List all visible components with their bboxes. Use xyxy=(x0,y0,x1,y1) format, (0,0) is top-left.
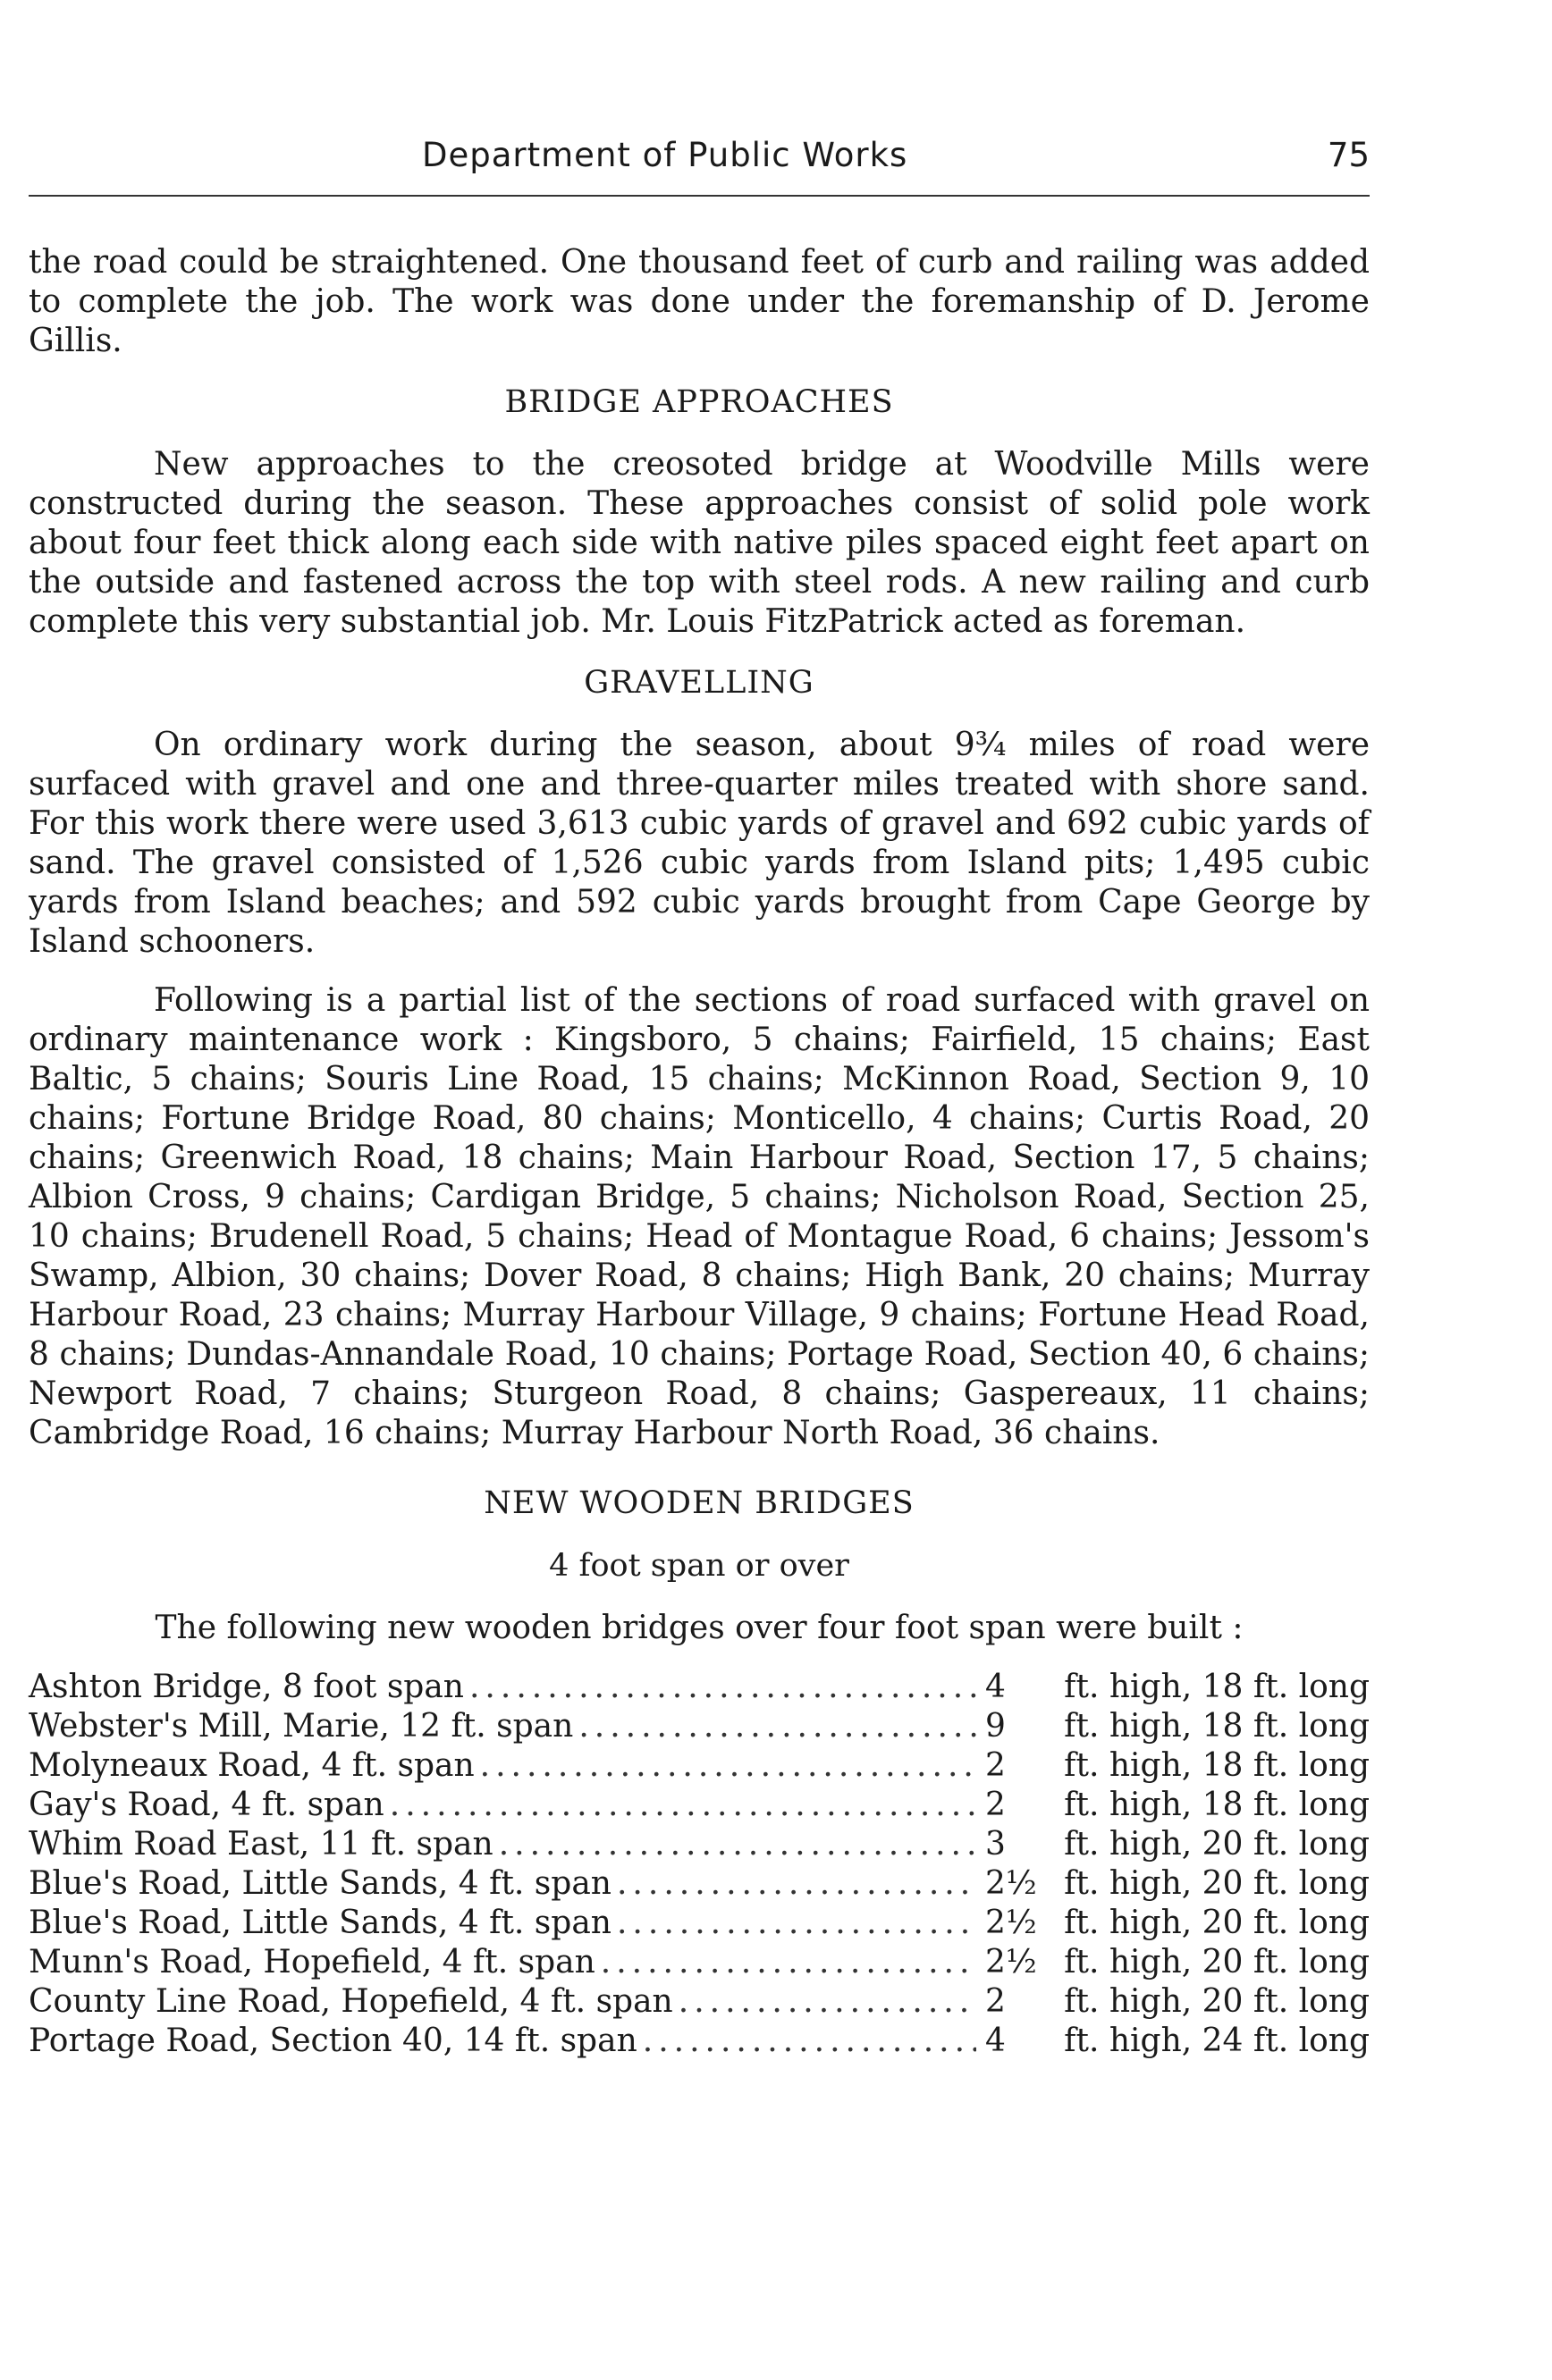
subheading-span: 4 foot span or over xyxy=(549,1548,849,1584)
bridge-height: 9 xyxy=(985,1708,1006,1745)
list-item xyxy=(29,1864,1370,1904)
bridge-height: 2½ xyxy=(985,1905,1037,1941)
bridge-dimensions: ft. high, 20 ft. long xyxy=(1064,1944,1370,1981)
heading-bridge-approaches: BRIDGE APPROACHES xyxy=(504,384,894,420)
bridge-dimensions: ft. high, 18 ft. long xyxy=(1064,1747,1370,1784)
bridge-name: Portage Road, Section 40, 14 ft. span xyxy=(29,2023,637,2059)
bridge-list xyxy=(29,1668,1370,2061)
running-head xyxy=(29,136,1370,181)
bridge-name: Munn's Road, Hopefield, 4 ft. span xyxy=(29,1944,595,1981)
list-item xyxy=(29,1904,1370,1943)
bridge-name: Whim Road East, 11 ft. span xyxy=(29,1826,493,1863)
bridge-height: 4 xyxy=(985,2023,1006,2059)
dot-leader xyxy=(469,1668,976,1707)
bridges-intro: The following new wooden bridges over four foot span were built : xyxy=(155,1610,1244,1646)
list-item xyxy=(29,1668,1370,1707)
page-number: 75 xyxy=(1327,136,1370,174)
bridge-dimensions: ft. high, 24 ft. long xyxy=(1064,2023,1370,2059)
list-item xyxy=(29,1707,1370,1746)
bridge-height: 2½ xyxy=(985,1865,1037,1902)
list-item xyxy=(29,1943,1370,1982)
list-item xyxy=(29,1982,1370,2022)
dot-leader xyxy=(480,1746,976,1786)
dot-leader xyxy=(679,1982,976,2022)
heading-new-wooden-bridges: NEW WOODEN BRIDGES xyxy=(484,1485,915,1521)
bridge-dimensions: ft. high, 18 ft. long xyxy=(1064,1708,1370,1745)
bridge-dimensions: ft. high, 18 ft. long xyxy=(1064,1787,1370,1823)
bridge-name: Blue's Road, Little Sands, 4 ft. span xyxy=(29,1865,612,1902)
bridge-name: Molyneaux Road, 4 ft. span xyxy=(29,1747,475,1784)
dot-leader xyxy=(617,1864,976,1904)
bridge-dimensions: ft. high, 20 ft. long xyxy=(1064,1826,1370,1863)
dot-leader xyxy=(643,2022,976,2061)
paragraph-road-sections: Following is a partial list of the sections of road surfaced with gravel on ordinary maintenance work : Kingsboro, 5 chains; Fairfield, 15 chains; East Baltic, 5 chains; Souris Line Road, 15 chains; McKinnon Road, Section 9, 10 chains; Fortune Bridge Road, 80 chains; Monticello, 4 chains; Curtis Road, 20 chains; Greenwich Road, 18 chains; Main Harbour Road, Section 17, 5 chains; Albion Cross, 9 chains; Cardigan Bridge, 5 chains; Nicholson Road, Section 25, 10 chains; Brudenell Road, 5 chains; Head of Montague Road, 6 chains; Jessom's Swamp, Albion, 30 chains; Dover Road, 8 chains; High Bank, 20 chains; Murray Harbour Road, 23 chains; Murray Harbour Village, 9 chains; Fortune Head Road, 8 chains; Dundas-Annandale Road, 10 chains; Portage Road, Section 40, 6 chains; Newport Road, 7 chains; Sturgeon Road, 8 chains; Gaspereaux, 11 chains; Cambridge Road, 16 chains; Murray Harbour North Road, 36 chains. xyxy=(29,982,1370,1451)
bridge-name: Blue's Road, Little Sands, 4 ft. span xyxy=(29,1905,612,1941)
list-item xyxy=(29,2022,1370,2061)
dot-leader xyxy=(390,1786,976,1825)
paragraph-continuation: the road could be straightened. One thousand feet of curb and railing was added to complete the job. The work was done under the foremanship of D. Jerome Gillis. xyxy=(29,244,1370,359)
bridge-height: 2 xyxy=(985,1747,1006,1784)
header-rule xyxy=(29,195,1370,197)
bridge-name: County Line Road, Hopefield, 4 ft. span xyxy=(29,1983,673,2020)
bridge-dimensions: ft. high, 18 ft. long xyxy=(1064,1669,1370,1705)
list-item xyxy=(29,1825,1370,1864)
bridge-height: 2 xyxy=(985,1787,1006,1823)
dot-leader xyxy=(499,1825,976,1864)
bridge-name: Ashton Bridge, 8 foot span xyxy=(29,1669,464,1705)
paragraph-gravelling: On ordinary work during the season, about 9¾ miles of road were surfaced with gravel and one and three-quarter miles treated with shore sand. For this work there were used 3,613 cubic yards of gravel and 692 cubic yards of sand. The gravel consisted of 1,526 cubic yards from Island pits; 1,495 cubic yards from Island beaches; and 592 cubic yards brought from Cape George by Island schooners. xyxy=(29,727,1370,960)
bridge-height: 2½ xyxy=(985,1944,1037,1981)
bridge-name: Gay's Road, 4 ft. span xyxy=(29,1787,384,1823)
body-text xyxy=(29,243,1370,2061)
bridge-dimensions: ft. high, 20 ft. long xyxy=(1064,1983,1370,2020)
list-item xyxy=(29,1746,1370,1786)
bridge-name: Webster's Mill, Marie, 12 ft. span xyxy=(29,1708,574,1745)
bridge-height: 4 xyxy=(985,1669,1006,1705)
bridge-dimensions: ft. high, 20 ft. long xyxy=(1064,1865,1370,1902)
heading-gravelling: GRAVELLING xyxy=(584,665,814,701)
list-item xyxy=(29,1786,1370,1825)
running-title: Department of Public Works xyxy=(422,136,908,174)
bridge-dimensions: ft. high, 20 ft. long xyxy=(1064,1905,1370,1941)
dot-leader xyxy=(617,1904,976,1943)
dot-leader xyxy=(601,1943,976,1982)
paragraph-bridge-approaches: New approaches to the creosoted bridge at Woodville Mills were constructed during the season. These approaches consist of solid pole work about four feet thick along each side with native piles spaced eight feet apart on the outside and fastened across the top with steel rods. A new railing and curb complete this very substantial job. Mr. Louis FitzPatrick acted as foreman. xyxy=(29,446,1370,640)
dot-leader xyxy=(578,1707,976,1746)
bridge-height: 2 xyxy=(985,1983,1006,2020)
spacer xyxy=(29,962,1370,981)
bridge-height: 3 xyxy=(985,1826,1006,1863)
